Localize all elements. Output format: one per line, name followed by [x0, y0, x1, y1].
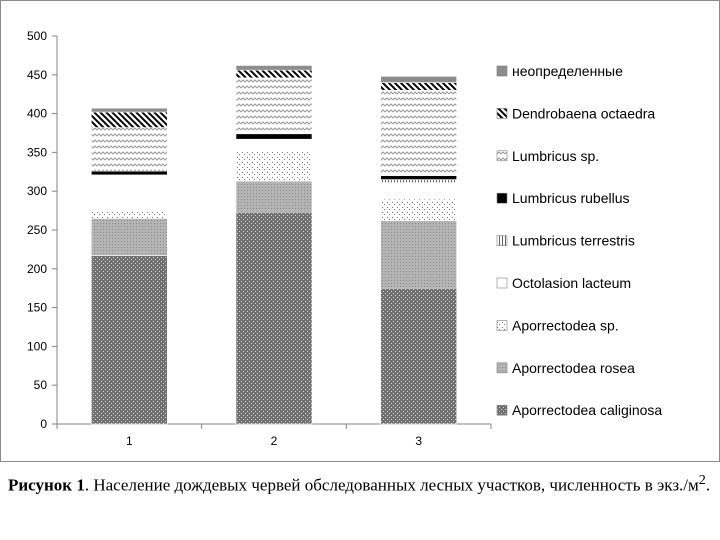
y-tick-label: 450 — [26, 67, 47, 82]
bar-segment — [236, 65, 312, 70]
x-tick-label: 1 — [125, 434, 133, 448]
bar-segment — [91, 211, 167, 219]
y-tick-label: 300 — [26, 184, 47, 199]
bar-segment — [381, 176, 457, 180]
legend-label: Dendrobaena octaedra — [512, 105, 656, 122]
legend-label: Aporrectodea rosea — [512, 359, 635, 376]
legend-label: Octolasion lacteum — [512, 275, 632, 291]
legend-label: Lumbricus rubellus — [512, 190, 630, 207]
legend-swatch — [497, 405, 507, 415]
y-tick-label: 50 — [33, 378, 47, 393]
bar-segment — [236, 181, 312, 212]
y-tick-label: 250 — [26, 223, 47, 237]
figure-caption — [8, 468, 712, 498]
legend-swatch — [497, 193, 507, 203]
legend-label: Aporrectodea sp. — [512, 317, 619, 334]
bar-segment — [236, 70, 312, 78]
stacked-bar-chart — [1, 1, 720, 463]
y-tick-label: 100 — [26, 339, 47, 354]
caption-end: . — [705, 475, 711, 495]
bar-segment — [236, 78, 312, 134]
bar-segment — [91, 256, 167, 424]
bar-segment — [91, 175, 167, 211]
y-tick-label: 400 — [26, 106, 47, 121]
bar-segment — [236, 150, 312, 181]
legend-label: Lumbricus terrestris — [512, 232, 635, 249]
legend-swatch — [497, 108, 507, 118]
legend-swatch — [497, 278, 507, 288]
y-tick-label: 500 — [26, 29, 47, 43]
legend-swatch — [497, 320, 507, 330]
caption-text: . Население дождевых червей обследованных лесных участков, численность в экз./м — [84, 475, 699, 495]
y-tick-label: 150 — [26, 300, 47, 315]
bar-segment — [381, 90, 457, 175]
bar-segment — [381, 83, 457, 91]
bar-segment — [91, 218, 167, 255]
bar-segment — [91, 171, 167, 175]
bar-segment — [381, 76, 457, 82]
caption-label: Рисунок 1 — [8, 475, 85, 495]
bar-segment — [381, 288, 457, 424]
legend-label: неопределенные — [512, 63, 623, 79]
legend-swatch — [497, 151, 507, 161]
x-tick-label: 2 — [270, 434, 278, 448]
y-tick-label: 200 — [26, 261, 47, 276]
caption-superscript: 2 — [698, 472, 706, 488]
bar-segment — [381, 180, 457, 183]
x-tick-label: 3 — [415, 434, 423, 448]
bar-segment — [236, 212, 312, 424]
bar-segment — [91, 112, 167, 128]
legend-swatch — [497, 363, 507, 373]
legend-swatch — [497, 66, 507, 76]
bar-segment — [381, 183, 457, 199]
bar-segment — [236, 134, 312, 139]
bar-segment — [91, 128, 167, 171]
bar-segment — [91, 108, 167, 112]
legend — [497, 63, 662, 418]
bars — [91, 65, 456, 424]
legend-label: Aporrectodea caliginosa — [512, 402, 663, 419]
bar-segment — [381, 199, 457, 221]
legend-swatch — [497, 236, 507, 246]
bar-segment — [236, 139, 312, 150]
legend-label: Lumbricus sp. — [512, 147, 600, 164]
y-tick-label: 350 — [26, 145, 47, 160]
bar-segment — [381, 221, 457, 289]
y-tick-label: 0 — [40, 417, 47, 431]
